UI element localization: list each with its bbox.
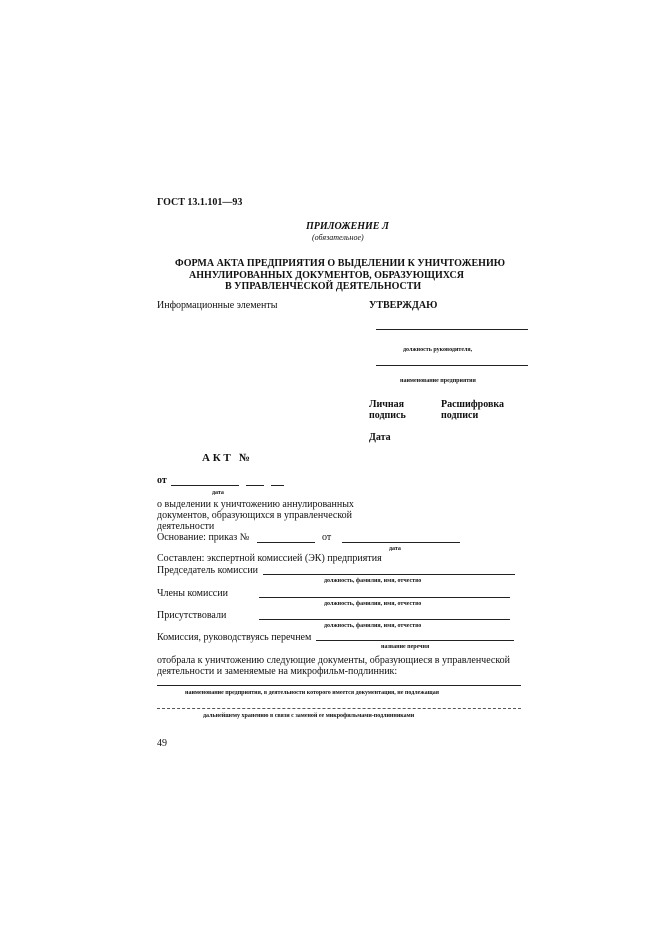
members-label: Члены комиссии [157,588,228,599]
storage-caption: дальнейшему хранению в связи с заменой ее микрофильмами-подлинниками [203,713,415,719]
position-line [376,329,528,330]
act-subject-line-3: деятельности [157,521,215,532]
chairman-label: Председатель комиссии [157,565,259,576]
act-date-line-2 [246,485,264,486]
composed-label: Составлен: экспертной комиссией (ЭК) предприятия [157,553,382,564]
basis-label: Основание: приказ № [157,532,250,543]
page-number: 49 [157,738,167,749]
list-caption: название перечня [381,644,430,650]
enterprise-doc-line [157,685,521,686]
form-title-line-1: ФОРМА АКТА ПРЕДПРИЯТИЯ О ВЫДЕЛЕНИИ К УНИЧТОЖЕНИЮ [175,258,505,269]
enterprise-line [376,365,528,366]
present-line [259,619,510,620]
storage-line [157,708,521,709]
act-title: А К Т № [202,452,251,464]
decoding-label-2: подписи [441,410,479,421]
enterprise-caption: наименование предприятия [400,378,476,384]
present-caption: должность, фамилия, имя, отчество [324,623,422,629]
act-date-line-3 [271,485,284,486]
present-label: Присутствовали [157,610,227,621]
commission-label: Комиссия, руководствуясь перечнем [157,632,312,643]
appendix-title: ПРИЛОЖЕНИЕ Л [306,221,389,232]
chairman-caption: должность, фамилия, имя, отчество [324,578,422,584]
selected-line-1: отобрала к уничтожению следующие документы, образующиеся в управленческой [157,655,511,666]
signature-label-1: Личная [369,399,405,410]
commission-line [316,640,514,641]
act-subject-line-1: о выделении к уничтожению аннулированных [157,499,354,510]
approve-label: УТВЕРЖДАЮ [369,300,438,311]
decoding-label-1: Расшифровка [441,399,504,410]
basis-number-line [257,542,315,543]
chairman-line [263,574,515,575]
form-title-line-3: В УПРАВЛЕНЧЕСКОЙ ДЕЯТЕЛЬНОСТИ [225,281,422,292]
act-subject-line-2: документов, образующихся в управленческой [157,510,353,521]
act-date-caption: дата [212,490,224,496]
date-label: Дата [369,432,391,443]
info-elements-label: Информационные элементы [157,300,278,311]
basis-date-caption: дата [389,546,401,552]
basis-from-label: от [322,532,332,543]
enterprise-doc-caption: наименование предприятия, в деятельности которого имеется документация, не подлежащая [185,690,439,696]
members-caption: должность, фамилия, имя, отчество [324,601,422,607]
members-line [259,597,510,598]
selected-line-2: деятельности и заменяемые на микрофильм-подлинник: [157,666,398,677]
act-date-line-1 [171,485,239,486]
basis-date-line [342,542,460,543]
standard-number: ГОСТ 13.1.101—93 [157,197,243,208]
form-title-line-2: АННУЛИРОВАННЫХ ДОКУМЕНТОВ, ОБРАЗУЮЩИХСЯ [189,270,464,281]
act-from-label: от [157,475,167,486]
appendix-note: (обязательное) [312,233,364,242]
signature-label-2: подпись [369,410,406,421]
position-caption: должность руководителя, [403,347,473,353]
